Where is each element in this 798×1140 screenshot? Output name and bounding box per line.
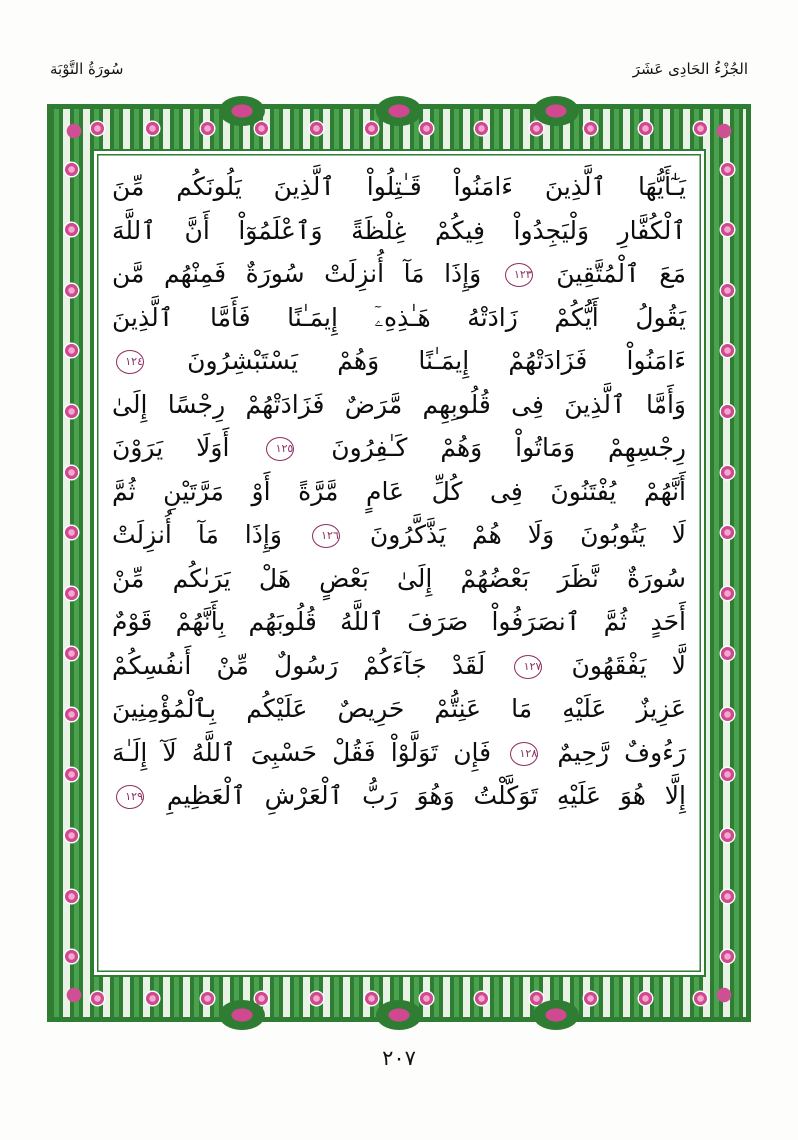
- quran-line: يَـٰٓأَيُّهَا ٱلَّذِينَ ءَامَنُواْ قَـٰتِلُواْ ٱلَّذِينَ يَلُونَكُم مِّنَ: [112, 172, 686, 201]
- decorative-frame: [47, 104, 751, 1022]
- ayah-number-marker: ١٢٧: [514, 655, 542, 679]
- flower-icon: [65, 466, 78, 479]
- flower-icon: [721, 950, 734, 963]
- flower-icon: [721, 708, 734, 721]
- flower-icon: [721, 344, 734, 357]
- flower-icon: [721, 163, 734, 176]
- flower-icon: [91, 122, 104, 135]
- medallion-ornament-icon: [219, 1000, 265, 1030]
- flower-icon: [639, 122, 652, 135]
- flower-icon: [65, 829, 78, 842]
- flower-icon: [584, 992, 597, 1005]
- quran-line: ٱلْكُفَّارِ وَلْيَجِدُواْ فِيكُمْ غِلْظَةً وَٱعْلَمُوٓاْ أَنَّ ٱللَّهَ: [112, 215, 686, 245]
- quran-line: رِجْسِهِمْ وَمَاتُواْ وَهُمْ كَـٰفِرُونَ ١٢٥ أَوَلَا يَرَوْنَ: [112, 433, 686, 462]
- surah-name-label: سُورَةُ التَّوْبَة: [50, 60, 124, 78]
- flower-icon: [201, 992, 214, 1005]
- ayah-number-marker: ١٢٥: [266, 437, 294, 461]
- quran-line: لَّا يَفْقَهُونَ ١٢٧ لَقَدْ جَآءَكُمْ رَسُولٌ مِّنْ أَنفُسِكُمْ: [112, 650, 686, 680]
- ayah-number-marker: ١٢٩: [116, 785, 144, 809]
- frame-border-band: [50, 107, 748, 1019]
- frame-floral-column-left: [56, 139, 86, 987]
- text-panel: [92, 149, 706, 977]
- flower-icon: [310, 992, 323, 1005]
- ayah-number-marker: ١٢٨: [510, 742, 538, 766]
- flower-icon: [91, 992, 104, 1005]
- flower-icon: [694, 992, 707, 1005]
- flower-icon: [255, 122, 268, 135]
- flower-icon: [721, 284, 734, 297]
- flower-icon: [255, 992, 268, 1005]
- quran-line: رَءُوفٌ رَّحِيمٌ ١٢٨ فَإِن تَوَلَّوْاْ فَقُلْ حَسْبِىَ ٱللَّهُ لَآ إِلَـٰهَ: [112, 737, 686, 767]
- flower-icon: [721, 890, 734, 903]
- quran-line: أَحَدٍ ثُمَّ ٱنصَرَفُواْ صَرَفَ ٱللَّهُ قُلُوبَهُم بِأَنَّهُمْ قَوْمٌ: [112, 607, 686, 636]
- flower-icon: [65, 647, 78, 660]
- medallion-ornament-icon: [533, 1000, 579, 1030]
- flower-icon: [65, 890, 78, 903]
- flower-icon: [721, 829, 734, 842]
- flower-icon: [65, 344, 78, 357]
- quran-line: ءَامَنُواْ فَزَادَتْهُمْ إِيمَـٰنًا وَهُمْ يَسْتَبْشِرُونَ ١٢٤: [112, 339, 686, 383]
- flower-icon: [65, 163, 78, 176]
- flower-icon: [65, 526, 78, 539]
- quran-line: سُورَةٌ نَّظَرَ بَعْضُهُمْ إِلَىٰ بَعْضٍ هَلْ يَرَىٰكُم مِّنْ: [112, 563, 686, 593]
- ayah-number-marker: ١٢٤: [116, 350, 144, 374]
- flower-icon: [365, 122, 378, 135]
- ayah-number-marker: ١٢٣: [505, 263, 533, 287]
- quran-line: إِلَّا هُوَ عَلَيْهِ تَوَكَّلْتُ وَهُوَ رَبُّ ٱلْعَرْشِ ٱلْعَظِيمِ ١٢٩: [112, 774, 686, 818]
- flower-icon: [721, 223, 734, 236]
- flower-icon: [65, 223, 78, 236]
- quran-line: أَنَّهُمْ يُفْتَنُونَ فِى كُلِّ عَامٍ مَّرَّةً أَوْ مَرَّتَيْنِ ثُمَّ: [112, 476, 686, 506]
- flower-icon: [201, 122, 214, 135]
- flower-icon: [721, 405, 734, 418]
- page-header: [50, 56, 748, 82]
- flower-icon: [65, 587, 78, 600]
- quran-line: لَا يَتُوبُونَ وَلَا هُمْ يَذَّكَّرُونَ ١٢٦ وَإِذَا مَآ أُنزِلَتْ: [112, 520, 686, 549]
- ayah-number-marker: ١٢٦: [312, 524, 340, 548]
- juz-name-label: الجُزْءُ الحَادِى عَشَرَ: [632, 60, 748, 78]
- flower-icon: [721, 768, 734, 781]
- flower-icon: [694, 122, 707, 135]
- flower-icon: [475, 122, 488, 135]
- frame-floral-column-right: [712, 139, 742, 987]
- quran-line: مَعَ ٱلْمُتَّقِينَ ١٢٣ وَإِذَا مَآ أُنزِلَتْ سُورَةٌ فَمِنْهُم مَّن: [112, 259, 686, 288]
- flower-icon: [146, 992, 159, 1005]
- flower-icon: [365, 992, 378, 1005]
- medallion-ornament-icon: [376, 1000, 422, 1030]
- flower-icon: [65, 950, 78, 963]
- flower-icon: [639, 992, 652, 1005]
- flower-icon: [475, 992, 488, 1005]
- quran-line: يَقُولُ أَيُّكُمْ زَادَتْهُ هَـٰذِهِۦٓ إِيمَـٰنًا فَأَمَّا ٱلَّذِينَ: [112, 302, 686, 332]
- flower-icon: [65, 708, 78, 721]
- quran-line: وَأَمَّا ٱلَّذِينَ فِى قُلُوبِهِم مَّرَضٌ فَزَادَتْهُمْ رِجْسًا إِلَىٰ: [112, 389, 686, 419]
- flower-icon: [420, 122, 433, 135]
- flower-icon: [65, 284, 78, 297]
- flower-icon: [65, 405, 78, 418]
- quran-body-text: [112, 165, 686, 961]
- flower-icon: [721, 466, 734, 479]
- flower-icon: [146, 122, 159, 135]
- flower-icon: [721, 647, 734, 660]
- medallion-ornament-icon: [219, 96, 265, 126]
- medallion-ornament-icon: [376, 96, 422, 126]
- flower-icon: [310, 122, 323, 135]
- flower-icon: [65, 768, 78, 781]
- flower-icon: [530, 122, 543, 135]
- medallion-ornament-icon: [533, 96, 579, 126]
- quran-line: عَزِيزٌ عَلَيْهِ مَا عَنِتُّمْ حَرِيصٌ عَلَيْكُم بِٱلْمُؤْمِنِينَ: [112, 694, 686, 723]
- flower-icon: [721, 587, 734, 600]
- flower-icon: [721, 526, 734, 539]
- flower-icon: [584, 122, 597, 135]
- flower-icon: [420, 992, 433, 1005]
- page-number: ٢٠٧: [382, 1046, 416, 1070]
